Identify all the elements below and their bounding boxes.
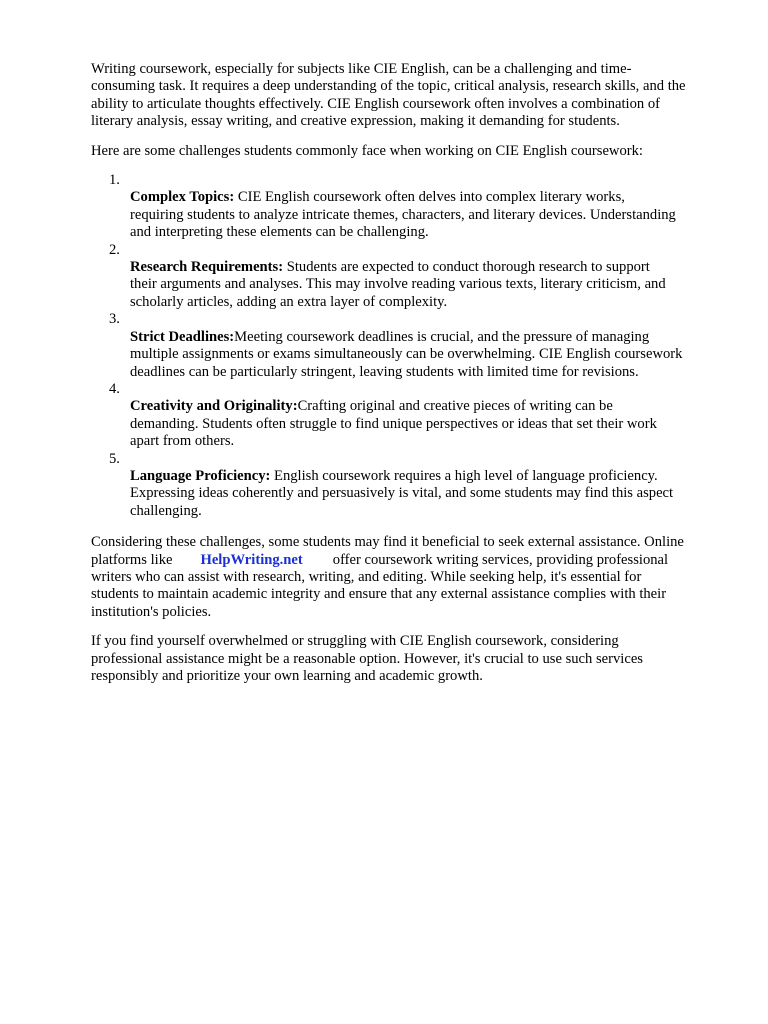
closing-paragraph: If you find yourself overwhelmed or struggling with CIE English coursework, considering professional assistance might be a reasonable option. However, it's crucial to use such services responsibly and prioritize your own learning and academic growth. [91, 633, 643, 684]
list-term: Language Proficiency: [130, 467, 271, 484]
list-number: 1. [109, 172, 120, 189]
challenges-list [91, 172, 731, 520]
list-number: 5. [109, 450, 120, 467]
list-number: 3. [109, 311, 120, 328]
list-number: 2. [109, 241, 120, 258]
helpwriting-link[interactable]: HelpWriting.net [200, 551, 303, 568]
list-item [91, 311, 731, 381]
list-term: Creativity and Originality: [130, 398, 298, 415]
assistance-paragraph [91, 534, 731, 621]
list-text: CIE English coursework often delves into complex literary works, requiring students to analyze intricate themes, characters, and literary devices. Understanding and interpreting these elements can be challenging. [130, 189, 676, 241]
list-number: 4. [109, 380, 120, 397]
list-text: Students are expected to conduct thorough research to support their arguments and analyses. This may involve reading various texts, literary criticism, and scholarly articles, adding an extra layer of complexity. [130, 259, 666, 310]
list-text: Crafting original and creative pieces of writing can be demanding. Students often struggle to find unique perspectives or ideas that set their work apart from others. [130, 398, 657, 450]
list-item [91, 172, 731, 242]
list-text: Meeting coursework deadlines is crucial, and the pressure of managing multiple assignments or exams simultaneously can be overwhelming. CIE English coursework deadlines can be particularly stringent, leaving students with limited time for revisions. [130, 328, 683, 380]
list-term: Complex Topics: [130, 189, 235, 206]
lead-in-paragraph: Here are some challenges students commonly face when working on CIE English coursework: [91, 142, 643, 159]
assistance-text-after: offer coursework writing services, providing professional writers who can assist with research, writing, and editing. While seeking help, it's essential for students to maintain academic integrity and ensure that any external assistance complies with their institution's policies. [91, 551, 669, 620]
list-item [91, 381, 731, 451]
list-term: Strict Deadlines: [130, 328, 235, 345]
list-term: Research Requirements: [130, 259, 284, 276]
document-page [91, 61, 731, 697]
list-item [91, 451, 731, 521]
list-item [91, 242, 731, 312]
assistance-text-before: Considering these challenges, some students may find it beneficial to seek external assistance. Online platforms like [91, 534, 684, 568]
list-text: English coursework requires a high level of language proficiency. Expressing ideas coherently and persuasively is vital, and some students may find this aspect challenging. [130, 467, 674, 519]
intro-paragraph: Writing coursework, especially for subjects like CIE English, can be a challenging and time- consuming task. It requires a deep understanding of the topic, critical analysis, research skills, and the ability to articulate thoughts effectively. CIE English coursework often involves a combination of literary analysis, essay writing, and creative expression, making it demanding for students. [91, 61, 686, 130]
